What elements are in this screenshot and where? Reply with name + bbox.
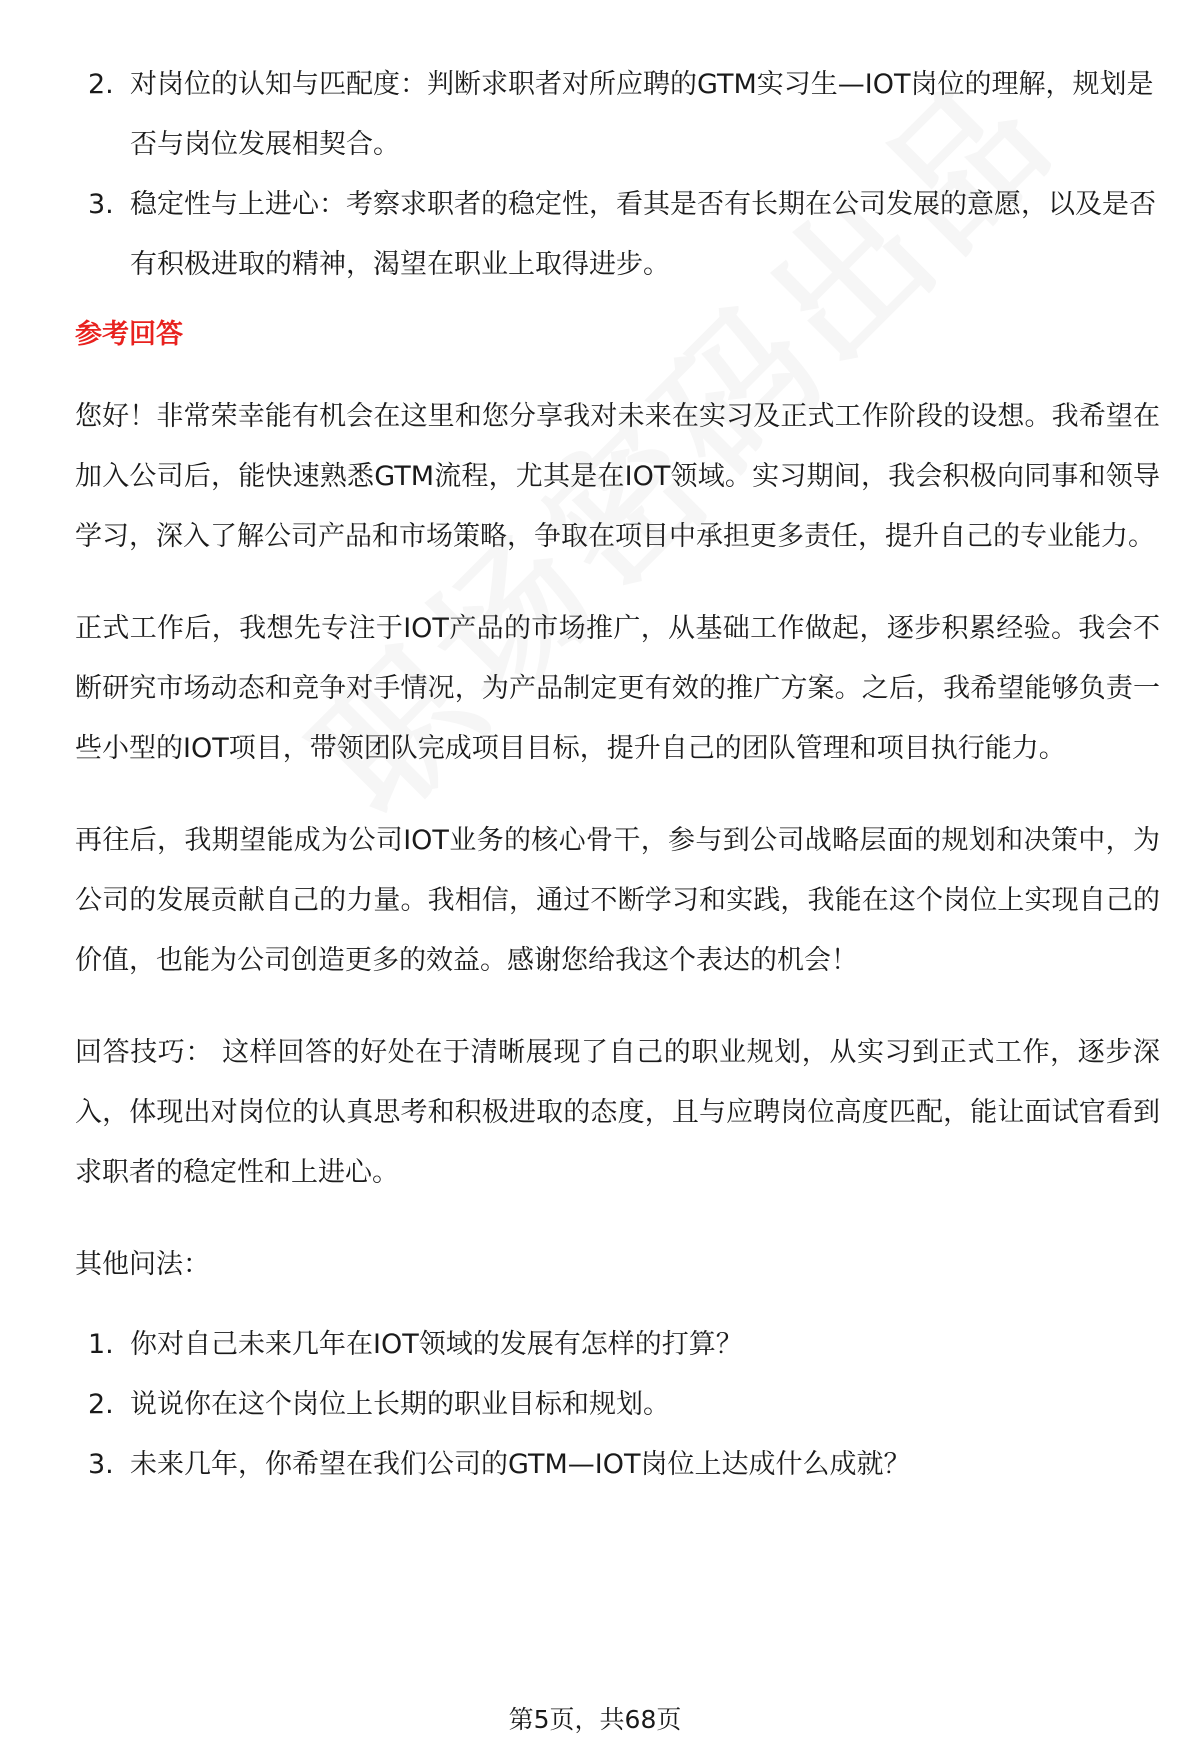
list-item-text: 未来几年，你希望在我们公司的GTM—IOT岗位上达成什么成就？ (130, 1449, 911, 1480)
page-number-footer: 第5页，共68页 (508, 1705, 682, 1734)
list-item-number: 2. (88, 69, 114, 100)
list-item-text: 对岗位的认知与匹配度：判断求职者对所应聘的GTM实习生—IOT岗位的理解，规划是否与岗位发展相契合。 (130, 69, 1154, 160)
list-item (75, 1375, 1160, 1435)
list-item (75, 1435, 1160, 1495)
list-item-number: 3. (88, 189, 114, 220)
section-heading: 参考回答 (75, 319, 183, 350)
list-item-text: 你对自己未来几年在IOT领域的发展有怎样的打算？ (130, 1329, 743, 1360)
list-item (75, 55, 1160, 175)
other-questions-list (75, 1315, 1160, 1495)
answer-paragraph: 再往后，我期望能成为公司IOT业务的核心骨干，参与到公司战略层面的规划和决策中，为公司的发展贡献自己的力量。我相信，通过不断学习和实践，我能在这个岗位上实现自己的价值，也能为公司创造更多的效益。感谢您给我这个表达的机会！ (75, 825, 1160, 976)
other-questions-label: 其他问法： (75, 1249, 210, 1280)
list-item-number: 2. (88, 1389, 114, 1420)
evaluation-points-list (75, 55, 1160, 295)
list-item-number: 1. (88, 1329, 114, 1360)
list-item (75, 175, 1160, 295)
list-item-text: 说说你在这个岗位上长期的职业目标和规划。 (130, 1389, 670, 1420)
list-item-text: 稳定性与上进心：考察求职者的稳定性，看其是否有长期在公司发展的意愿，以及是否有积极进取的精神，渴望在职业上取得进步。 (130, 189, 1156, 280)
answer-paragraph: 正式工作后，我想先专注于IOT产品的市场推广，从基础工作做起，逐步积累经验。我会不断研究市场动态和竞争对手情况，为产品制定更有效的推广方案。之后，我希望能够负责一些小型的IOT项目，带领团队完成项目目标，提升自己的团队管理和项目执行能力。 (75, 613, 1160, 764)
list-item-number: 3. (88, 1449, 114, 1480)
document-body (75, 55, 1160, 1495)
list-item (75, 1315, 1160, 1375)
tips-paragraph: 回答技巧： 这样回答的好处在于清晰展现了自己的职业规划，从实习到正式工作，逐步深入，体现出对岗位的认真思考和积极进取的态度，且与应聘岗位高度匹配，能让面试官看到求职者的稳定性和上进心。 (75, 1037, 1160, 1188)
answer-paragraph: 您好！非常荣幸能有机会在这里和您分享我对未来在实习及正式工作阶段的设想。我希望在加入公司后，能快速熟悉GTM流程，尤其是在IOT领域。实习期间，我会积极向同事和领导学习，深入了解公司产品和市场策略，争取在项目中承担更多责任，提升自己的专业能力。 (75, 401, 1160, 552)
